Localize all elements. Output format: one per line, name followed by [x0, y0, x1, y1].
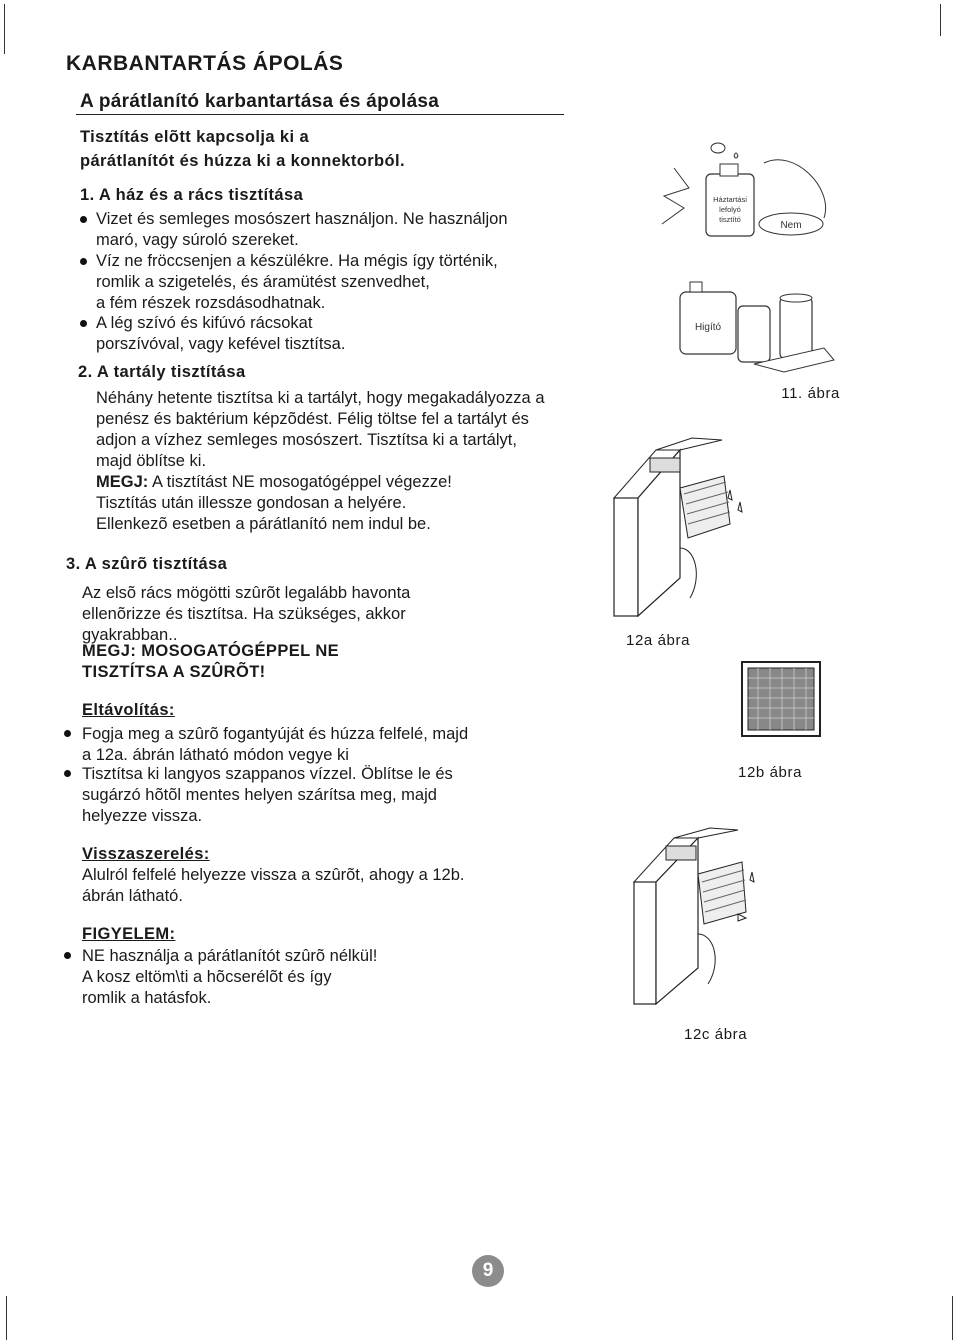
bullet-dot — [80, 216, 87, 223]
bottle-label-3: tisztító — [719, 215, 741, 224]
body-text: Fogja meg a szûrõ fogantyúját és húzza felfelé, majd — [82, 725, 469, 743]
reassembly-heading: Visszaszerelés: — [82, 845, 210, 863]
figure-12c — [626, 822, 776, 1012]
body-text: a fém részek rozsdásodhatnak. — [96, 294, 326, 312]
figure-11-caption: 11. ábra — [781, 385, 840, 402]
section-subtitle: A párátlanító karbantartása és ápolása — [80, 91, 440, 112]
figure-12b — [738, 656, 828, 742]
body-text: romlik a szigetelés, és áramütést szenvedhet, — [96, 273, 430, 291]
body-text: A kosz eltöm\ti a hõcserélõt és így — [82, 968, 332, 986]
cleaning-products-illustration — [634, 128, 846, 404]
bullet-dot — [80, 258, 87, 265]
body-text: porszívóval, vagy kefével tisztítsa. — [96, 335, 346, 353]
warning-heading: FIGYELEM: — [82, 925, 176, 943]
crop-mark — [6, 1296, 7, 1340]
bullet-dot — [64, 770, 71, 777]
body-text: majd öblítse ki. — [96, 452, 207, 470]
bullet-dot — [64, 952, 71, 959]
body-text: maró, vagy súroló szereket. — [96, 231, 299, 249]
body-text: a 12a. ábrán látható módon vegye ki — [82, 746, 349, 764]
body-text: A lég szívó és kifúvó rácsokat — [96, 314, 313, 332]
body-text: gyakrabban.. — [82, 626, 178, 644]
nem-label: Nem — [780, 220, 802, 231]
crop-mark — [940, 4, 941, 36]
figure-11 — [634, 128, 846, 404]
body-text: helyezze vissza. — [82, 807, 203, 825]
page-number-badge: 9 — [472, 1255, 504, 1287]
figure-12c-caption: 12c ábra — [684, 1026, 748, 1043]
section-heading: 2. A tartály tisztítása — [78, 363, 246, 381]
note-caps: MEGJ: MOSOGATÓGÉPPEL NE — [82, 642, 340, 660]
body-text: NE használja a párátlanítót szûrõ nélkül! — [82, 947, 378, 965]
body-text: Az elsõ rács mögötti szûrõt legalább havonta — [82, 584, 411, 602]
crop-mark — [952, 1296, 953, 1340]
can-label: Higító — [694, 322, 722, 333]
note-caps: TISZTÍTSA A SZÛRÕT! — [82, 663, 266, 681]
body-text: Ellenkezõ esetben a párátlanító nem indul be. — [96, 515, 431, 533]
figure-12a — [606, 428, 766, 624]
body-text: adjon a vízhez semleges mosószert. Tisztítsa ki a tartályt, — [96, 431, 517, 449]
subtitle-underline — [76, 114, 564, 115]
body-text: ábrán látható. — [82, 887, 183, 905]
crop-mark — [4, 4, 5, 54]
dehumidifier-12c-illustration — [626, 822, 776, 1012]
body-text: ellenõrizze és tisztítsa. Ha szükséges, akkor — [82, 605, 406, 623]
filter-illustration — [738, 656, 828, 742]
note-label: MEGJ: — [96, 473, 149, 491]
intro-line: párátlanítót és húzza ki a konnektorból. — [80, 152, 405, 170]
body-text: sugárzó hõtõl mentes helyen szárítsa meg, majd — [82, 786, 437, 804]
bullet-dot — [80, 320, 87, 327]
page-title: KARBANTARTÁS ÁPOLÁS — [66, 52, 344, 75]
body-text: penész és baktérium képzõdést. Félig töltse fel a tartályt és — [96, 410, 529, 428]
section-heading: 1. A ház és a rács tisztítása — [80, 186, 304, 204]
body-text: Néhány hetente tisztítsa ki a tartályt, hogy megakadályozza a — [96, 389, 545, 407]
section-heading: 3. A szûrõ tisztítása — [66, 555, 228, 573]
figure-12a-caption: 12a ábra — [626, 632, 691, 649]
figure-12b-caption: 12b ábra — [738, 764, 803, 781]
bullet-dot — [64, 730, 71, 737]
dehumidifier-12a-illustration — [606, 428, 766, 624]
body-text: Vizet és semleges mosószert használjon. Ne használjon — [96, 210, 508, 228]
body-text: Alulról felfelé helyezze vissza a szûrõt, ahogy a 12b. — [82, 866, 465, 884]
note-text: A tisztítást NE mosogatógéppel végezze! — [148, 473, 452, 491]
intro-line: Tisztítás elõtt kapcsolja ki a — [80, 128, 310, 146]
body-text: Tisztítás után illessze gondosan a helyére. — [96, 494, 407, 512]
body-text: Tisztítsa ki langyos szappanos vízzel. Öblítse le és — [82, 765, 453, 783]
bottle-label-1: Háztartási — [713, 195, 747, 204]
bottle-label-2: lefolyó — [719, 205, 741, 214]
body-text: romlik a hatásfok. — [82, 989, 212, 1007]
removal-heading: Eltávolítás: — [82, 701, 175, 719]
body-text: Víz ne fröccsenjen a készülékre. Ha mégis így történik, — [96, 252, 498, 270]
note-line — [96, 472, 452, 493]
